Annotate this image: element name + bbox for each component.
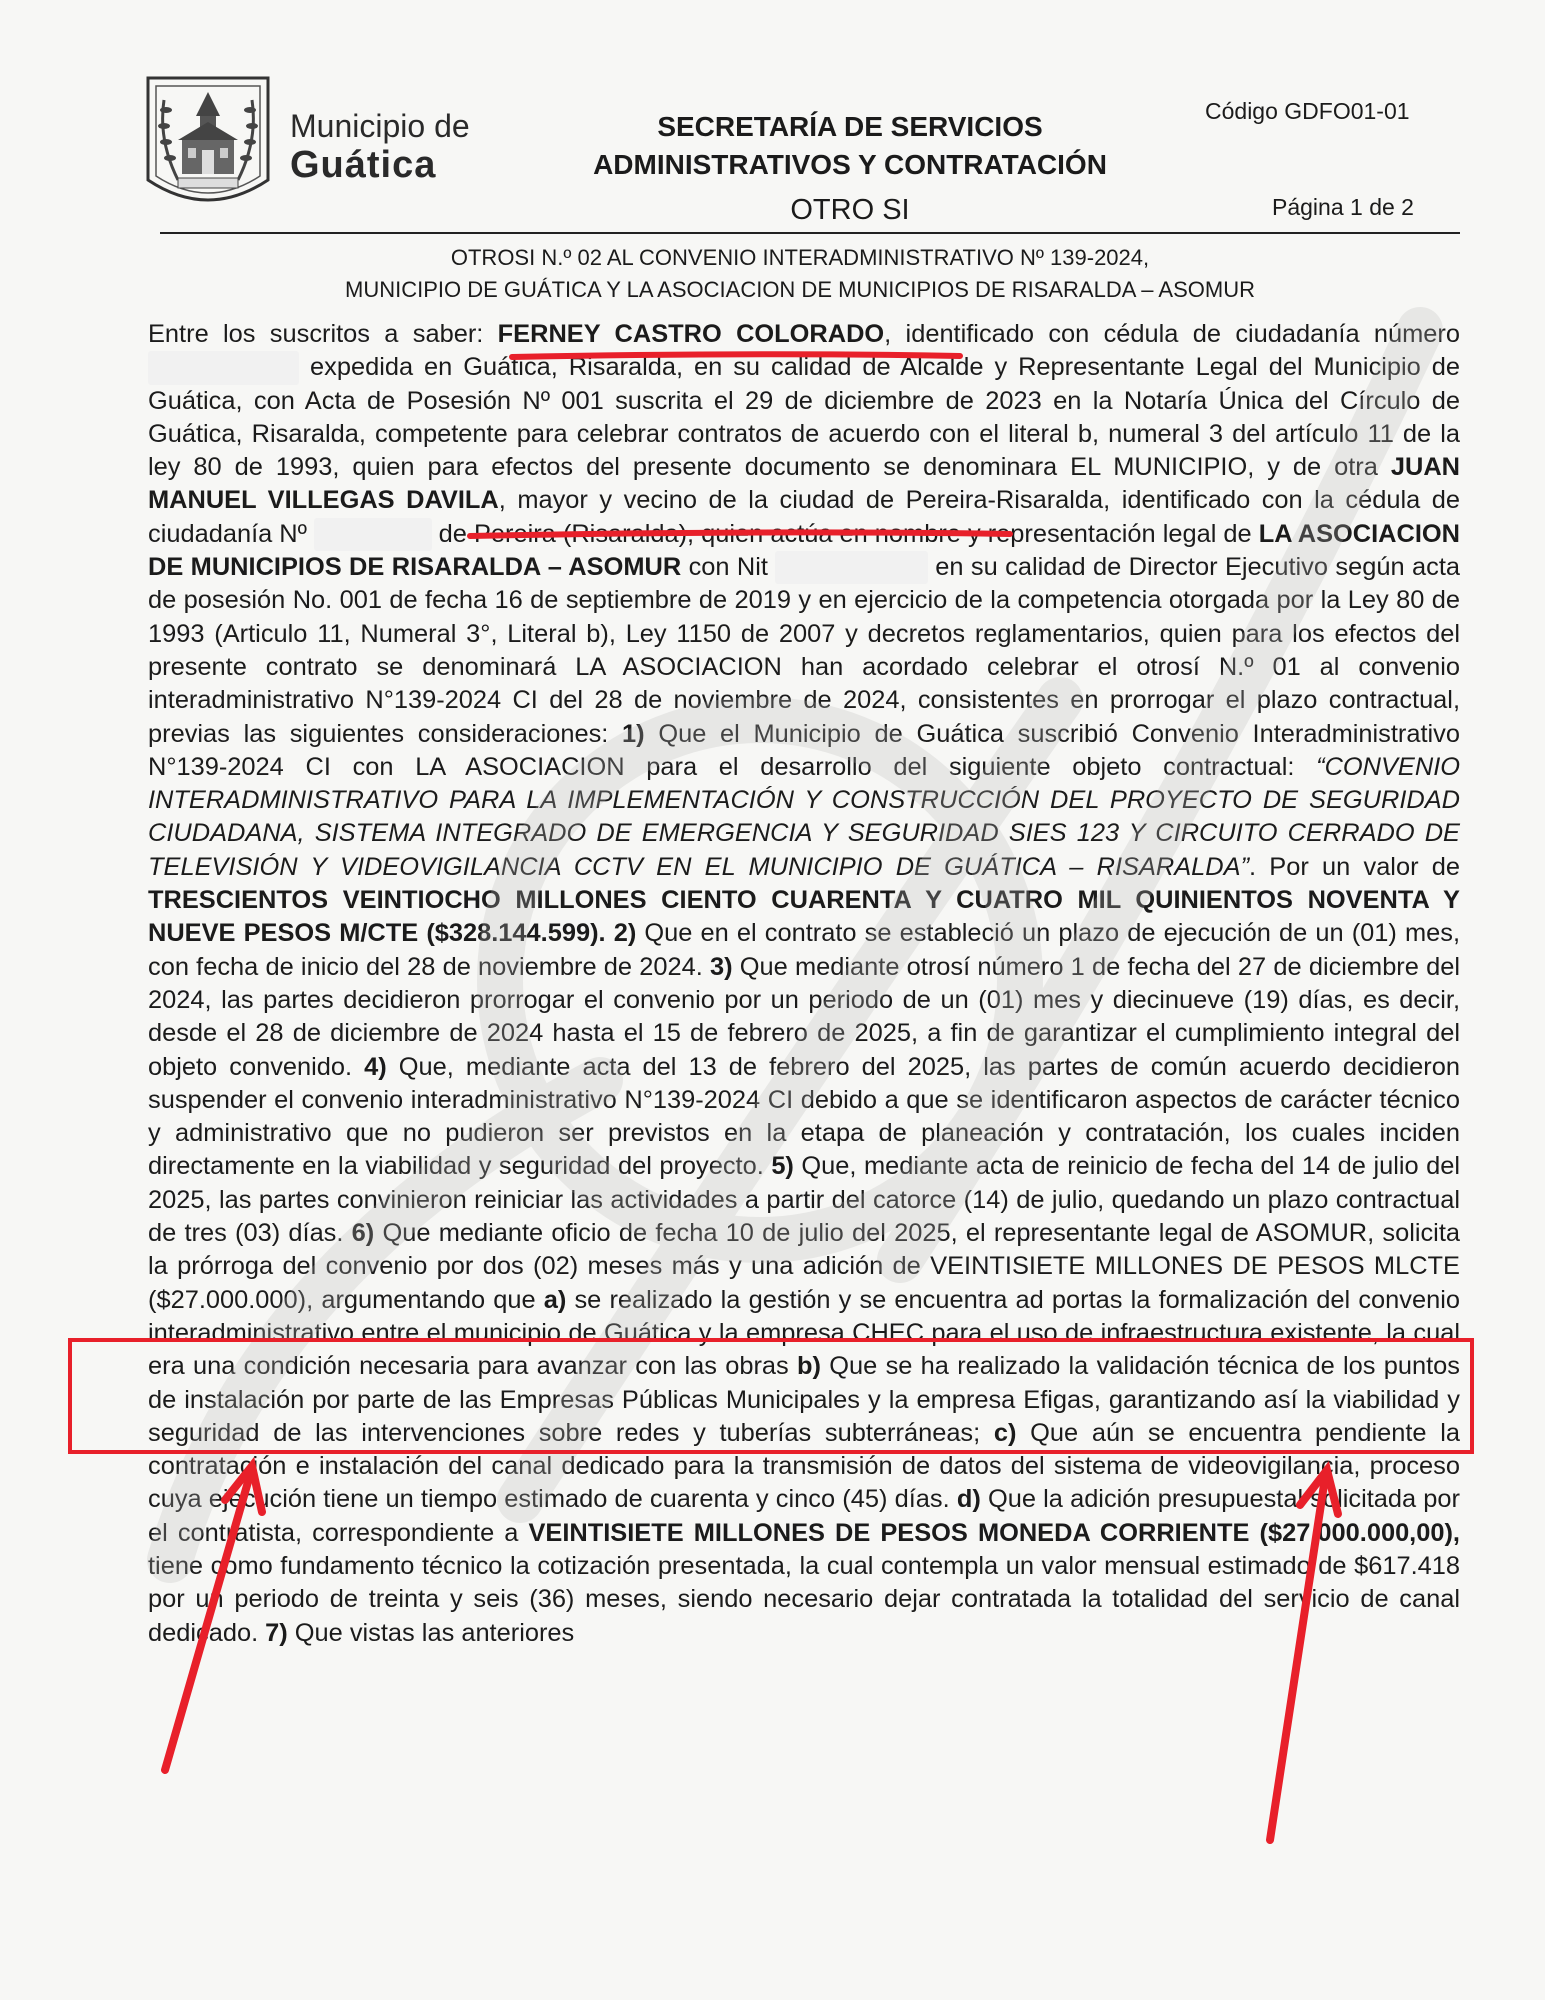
text-run: , identificado con cédula de ciudadanía número: [884, 320, 1460, 348]
document-type: OTRO SI: [790, 194, 910, 226]
municipality-seal-logo: [138, 70, 278, 220]
contract-value: TRESCIENTOS VEINTIOCHO MILLONES CIENTO CUARENTA Y CUATRO MIL QUINIENTOS NOVENTA Y NUEVE PESOS M/CTE ($328.144.599).: [148, 886, 1460, 948]
redacted-id-number: [148, 351, 299, 384]
text-run: Que se ha realizado la validación técnica de los puntos de instalación por parte de las Empresas Públicas Municipales y la empresa Efigas, garantizando así la viabilidad y seguridad de las intervenciones sobre redes y tuberías subterráneas;: [148, 1352, 1460, 1447]
text-run: Que vistas las anteriores: [287, 1618, 575, 1647]
text-run: se realizado la gestión y se encuentra ad portas la formalización del convenio interadministrativo entre el municipio de Guática y la empresa CHEC para el uso de infraestructura existente, la cual era una condición necesaria para avanzar con las obras: [148, 1285, 1460, 1381]
sub-item-letter: c): [993, 1418, 1017, 1447]
text-run: Que, mediante acta de reinicio de fecha del 14 de julio del 2025, las partes convinieron reiniciar las actividades a partir del catorce (14) de julio, quedando un plazo contractual de tres (03) días.: [148, 1152, 1461, 1248]
logo-wordmark: [290, 110, 470, 184]
redacted-nit: [775, 551, 927, 584]
text-run: Que en el contrato se estableció un plazo de ejecución de un (01) mes, con fecha de inicio del 28 de noviembre de 2024.: [148, 919, 1460, 981]
organization-name: LA ASOCIACION DE MUNICIPIOS DE RISARALDA – ASOMUR: [148, 519, 1460, 582]
logo-line1: Municipio de: [290, 108, 470, 144]
text-run: Que mediante otrosí número 1 de fecha del 27 de diciembre del 2024, las partes decidieron prorrogar el convenio por un periodo de un (01) mes y diecinueve (19) días, es decir, desde el 28 de diciembre de 2024 hasta el 15 de febrero de 2025, a fin de garantizar el cumplimiento integral del objeto convenido.: [148, 952, 1460, 1081]
sub-item-letter: b): [797, 1352, 822, 1381]
text-run: , mayor y vecino de la ciudad de Pereira-Risaralda, identificado con la cédula de ciudadanía Nº: [148, 486, 1460, 548]
text-run: tiene como fundamento técnico la cotización presentada, la cual contempla un valor mensual estimado de $617.418 por un periodo de treinta y seis (36) meses, siendo necesario dejar contratada la totalidad del servicio de canal dedicado.: [148, 1551, 1460, 1647]
clause-number: 3): [710, 952, 733, 981]
sub-item-letter: d): [956, 1485, 981, 1514]
contract-object: “CONVENIO INTERADMINISTRATIVO PARA LA IMPLEMENTACIÓN Y CONSTRUCCIÓN DEL PROYECTO DE SEGURIDAD CIUDADANA, SISTEMA INTEGRADO DE EMERGENCIA Y SEGURIDAD SIES 123 Y CIRCUITO CERRADO DE TELEVISIÓN Y VIDEOVIGILANCIA CCTV EN EL MUNICIPIO DE GUÁTICA – RISARALDA”: [148, 752, 1460, 881]
clause-number: 7): [265, 1618, 288, 1647]
logo-line2: Guática: [290, 144, 437, 186]
subtitle-line1: OTROSI N.º 02 AL CONVENIO INTERADMINISTRATIVO Nº 139-2024,: [450, 245, 1150, 270]
redacted-id-number: [314, 518, 432, 551]
document-code: Código GDFO01-01: [1205, 98, 1410, 124]
header-divider: [160, 232, 1460, 234]
text-run: expedida en Guática, Risaralda, en su calidad de Alcalde y Representante Legal del Municipio de Guática, con Acta de Posesión Nº 001 suscrita el 29 de diciembre de 2023 en la Notaría Única del Círculo de Guática, Risaralda, competente para celebrar contratos de acuerdo con el literal b, numeral 3 del artículo 11 de la ley 80 de 1993, quien para efectos del presente documento se denominara EL MUNICIPIO, y de otra: [148, 353, 1460, 482]
header-title: [540, 108, 1160, 184]
text-run: de Pereira (Risaralda), quien actúa en nombre y representación legal de: [431, 519, 1259, 548]
page-number: Página 1 de 2: [1272, 194, 1414, 220]
body-paragraph: [148, 318, 1460, 1650]
text-run: . Por un valor de: [1249, 852, 1460, 881]
clause-number: 6): [351, 1219, 375, 1248]
clause-number: 1): [622, 719, 645, 748]
document-subtitle: [300, 242, 1300, 306]
highlighted-request-text: Que mediante oficio de fecha 10 de julio del 2025, el representante legal de ASOMUR, solicita la prórroga del convenio por dos (02) meses más y una adición de VEINTISIETE MILLONES DE PESOS MLCTE ($27.000.000), argumentando que: [148, 1219, 1461, 1314]
subtitle-line2: MUNICIPIO DE GUÁTICA Y LA ASOCIACION DE MUNICIPIOS DE RISARALDA – ASOMUR: [345, 277, 1255, 302]
header-title-line1: SECRETARÍA DE SERVICIOS: [657, 111, 1043, 142]
text-run: Entre los suscritos a saber:: [148, 320, 498, 348]
text-run: Que la adición presupuestal solicitada por el contratista, correspondiente a: [148, 1485, 1461, 1547]
text-run: Que, mediante acta del 13 de febrero del 2025, las partes de común acuerdo decidieron suspender el convenio interadministrativo N°139-2024 CI debido a que se identificaron aspectos de carácter técnico y administrativo que no pudieron ser previstos en la etapa de planeación y contratación, los cuales inciden directamente en la viabilidad y seguridad del proyecto.: [148, 1052, 1460, 1181]
text-run: en su calidad de Director Ejecutivo según acta de posesión No. 001 de fecha 16 de septiembre de 2019 y en ejercicio de la competencia otorgada por la Ley 80 de 1993 (Articulo 11, Numeral 3°, Literal b), Ley 1150 de 2007 y decretos reglamentarios, quien para los efectos del presente contrato se denominará LA ASOCIACION han acordado celebrar el otrosí N.º 01 al convenio interadministrativo N°139-2024 CI del 28 de noviembre de 2024, consistentes en prorrogar el plazo contractual, previas las siguientes consideraciones:: [148, 553, 1460, 748]
clause-number: 4): [364, 1052, 387, 1081]
sub-item-letter: a): [543, 1285, 567, 1314]
header-title-line2: ADMINISTRATIVOS Y CONTRATACIÓN: [593, 149, 1107, 180]
director-name: JUAN MANUEL VILLEGAS DAVILA: [148, 453, 1460, 515]
text-run: Que el Municipio de Guática suscribió Convenio Interadministrativo N°139-2024 CI con LA ASOCIACION para el desarrollo del siguiente objeto contractual:: [148, 719, 1460, 781]
text-run: con Nit: [681, 553, 776, 582]
addition-amount: VEINTISIETE MILLONES DE PESOS MONEDA CORRIENTE ($27.000.000,00),: [528, 1518, 1460, 1547]
clause-number: 5): [771, 1152, 794, 1181]
clause-number: 2): [605, 919, 637, 948]
mayor-name: FERNEY CASTRO COLORADO: [497, 320, 885, 348]
text-run: Que aún se encuentra pendiente la contratación e instalación del canal dedicado para la transmisión de datos del sistema de videovigilancia, proceso cuya ejecución tiene un tiempo estimado de cuarenta y cinco (45) días.: [148, 1418, 1460, 1514]
